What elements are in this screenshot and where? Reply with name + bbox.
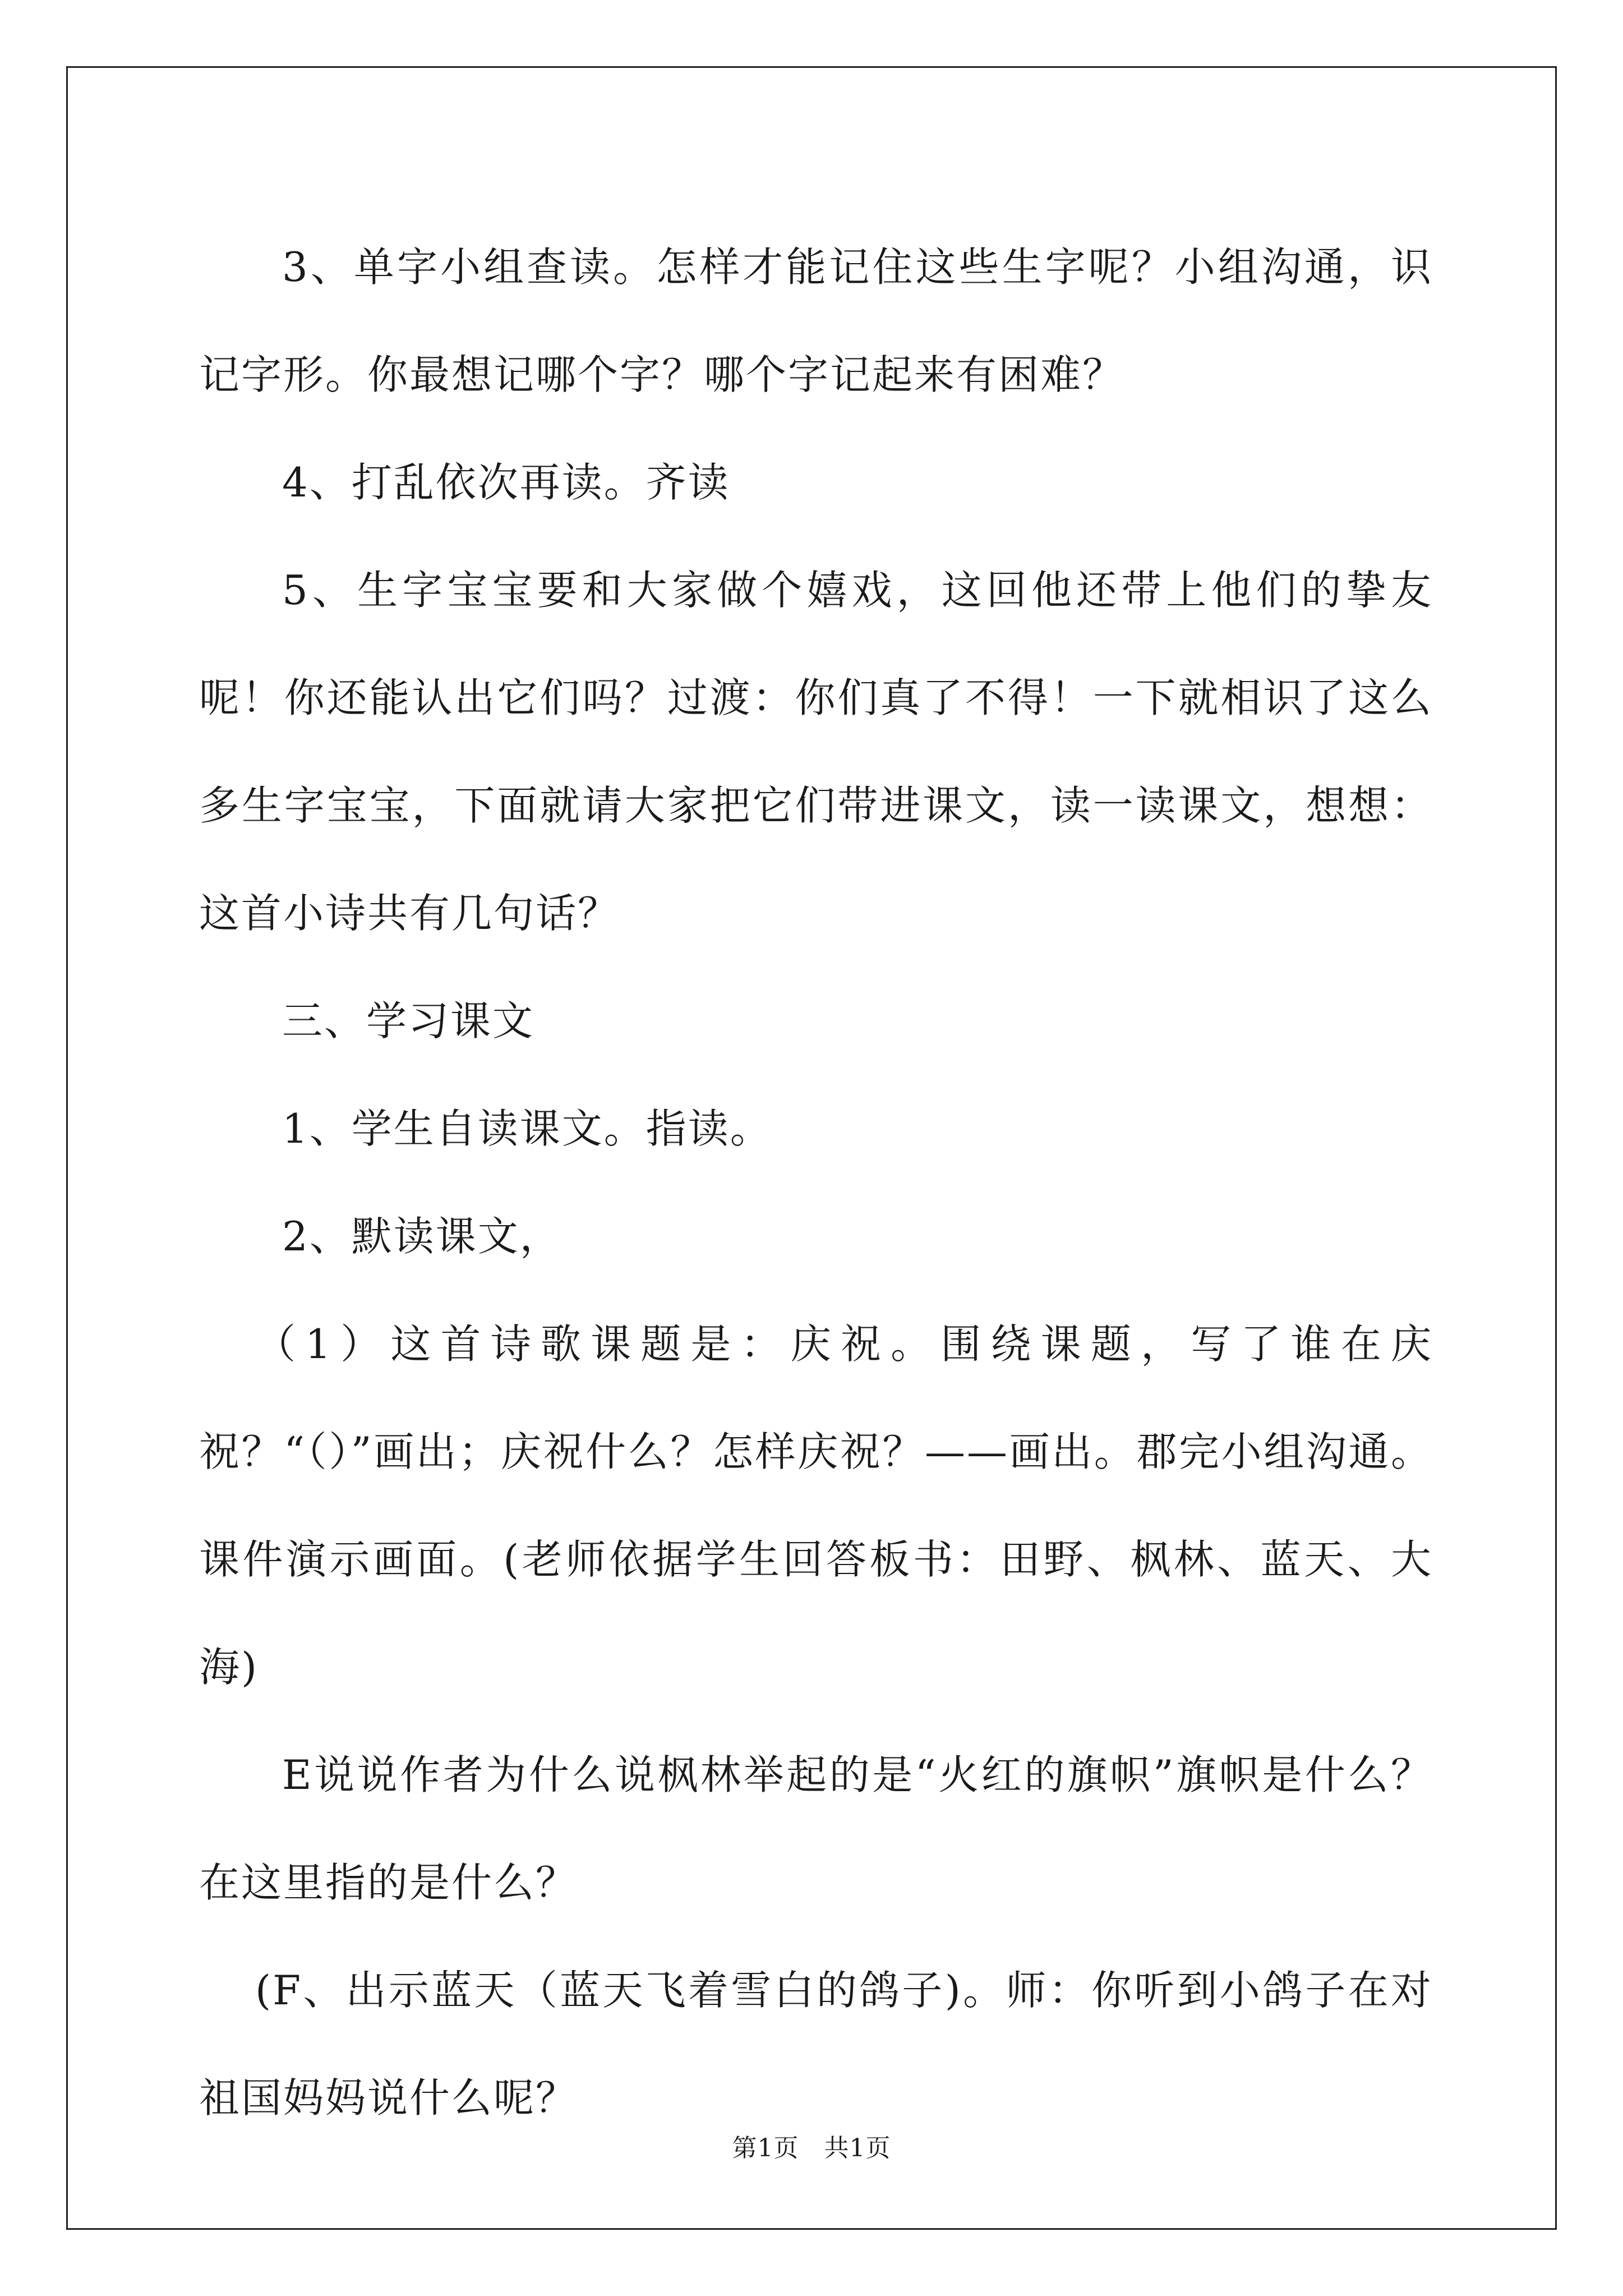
paragraph-6: 2、默读课文， — [282, 1213, 562, 1260]
paragraph-2: 4、打乱依次再读。齐读 — [282, 459, 730, 506]
paragraph-9: (F、出示蓝天（蓝天飞着雪白的鸽子)。师：你听到小鸽子在对祖国妈妈说什么呢？ — [199, 1967, 1433, 2122]
paragraph-3: 5、生字宝宝要和大家做个嬉戏，这回他还带上他们的挚友呢！你还能认出它们吗？过渡：你们真了不得！一下就相识了这么多生字宝宝，下面就请大家把它们带进课文，读一读课文，想想：这首小诗共有几句话？ — [199, 567, 1433, 937]
paragraph-8: E说说作者为什么说枫林举起的是“火红的旗帜”旗帜是什么？在这里指的是什么？ — [199, 1751, 1433, 1906]
document-body — [199, 213, 1433, 2152]
page-footer: 第1页 共1页 — [732, 2134, 891, 2162]
paragraph-7: （1）这首诗歌课题是：庆祝。围绕课题，写了谁在庆祝？“（）”画出；庆祝什么？怎样庆祝？——画出。郡完小组沟通。课件演示画面。(老师依据学生回答板书：田野、枫林、蓝天、大海) — [199, 1320, 1433, 1691]
paragraph-1: 3、单字小组查读。怎样才能记住这些生字呢？小组沟通，识记字形。你最想记哪个字？哪个字记起来有困难？ — [199, 243, 1433, 398]
paragraph-4: 三、学习课文 — [282, 997, 535, 1045]
paragraph-5: 1、学生自读课文。指读。 — [282, 1105, 772, 1152]
